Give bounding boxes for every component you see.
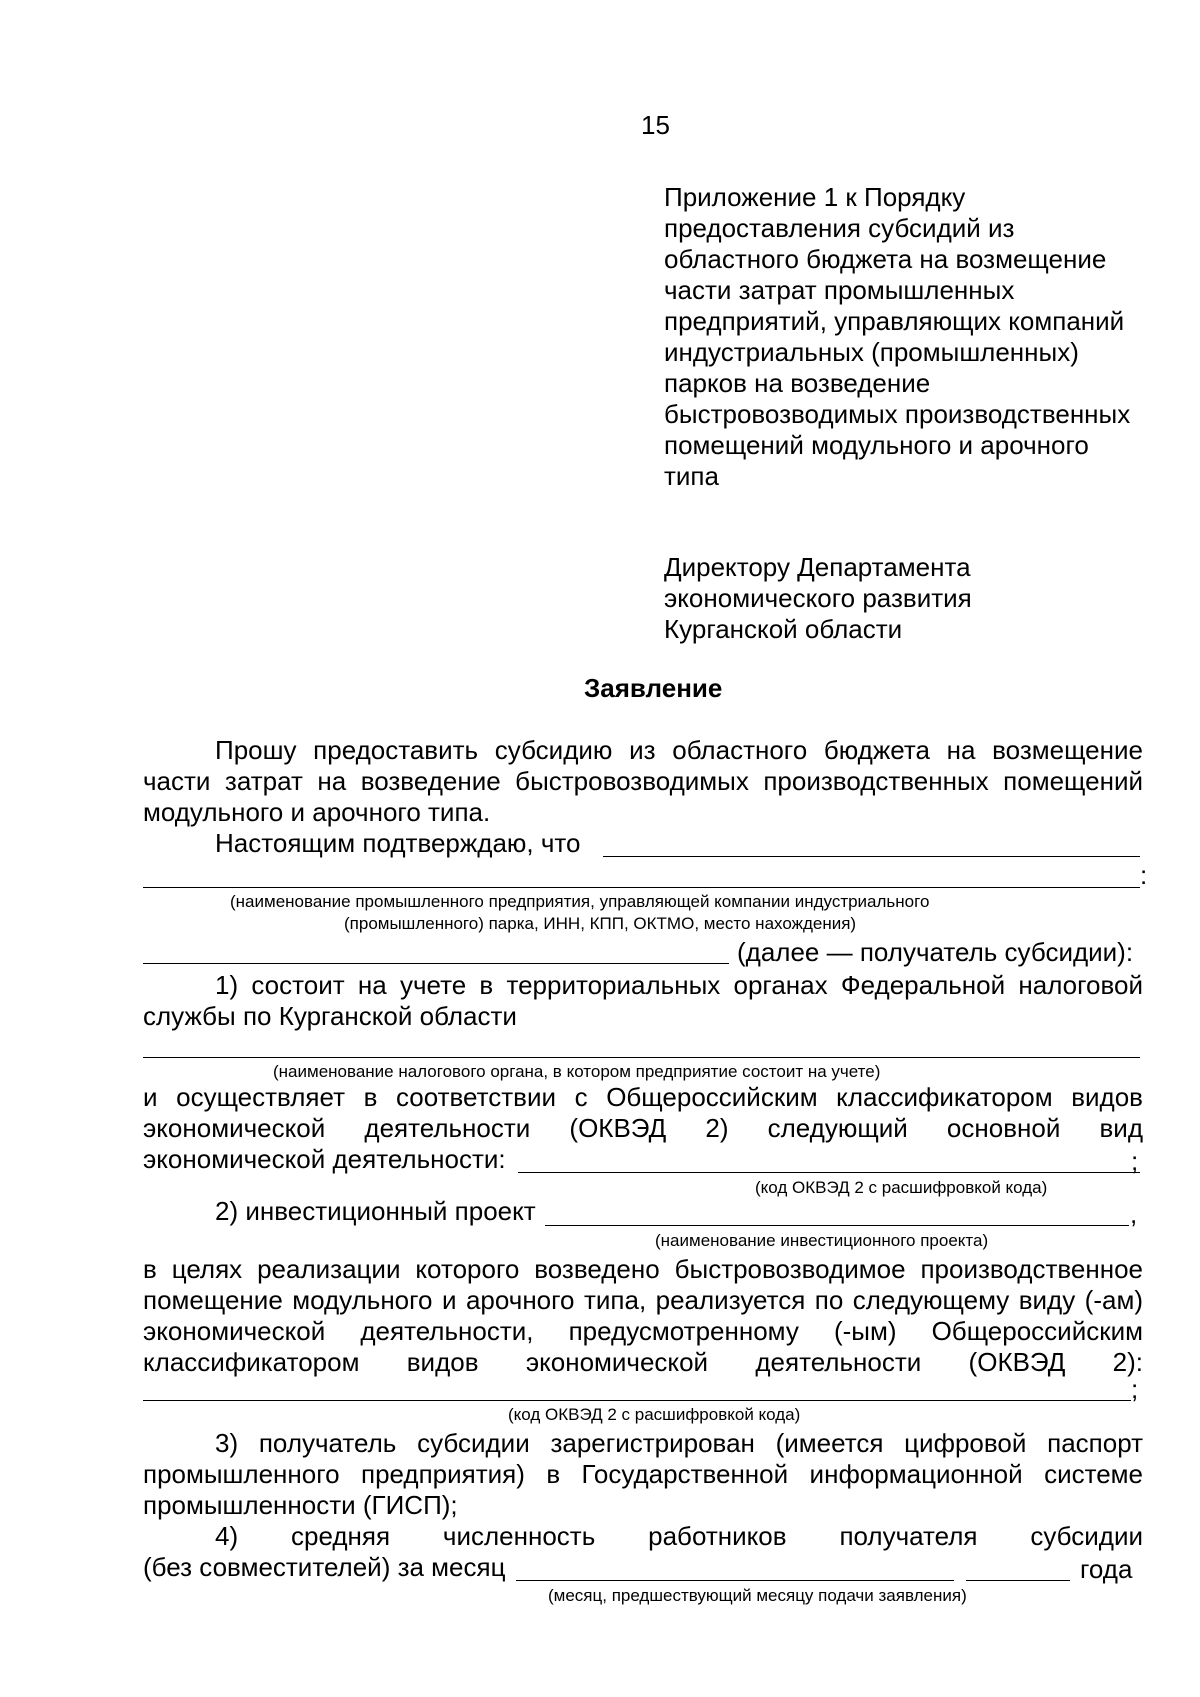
addressee-line: Директору Департамента	[664, 552, 971, 582]
item2-line: помещение модульного и арочного типа, реализуется по следующему виду (-ам)	[143, 1285, 1143, 1315]
appendix-line: индустриальных (промышленных)	[664, 337, 1079, 367]
semicolon-mark: ;	[1131, 1374, 1139, 1404]
item4-line: 4) средняя численность работников получателя субсидии	[215, 1521, 1143, 1551]
request-line: части затрат на возведение быстровозводимых производственных помещений	[143, 766, 1143, 796]
request-line: Прошу предоставить субсидию из областного бюджета на возмещение	[215, 735, 1143, 765]
company-name-field[interactable]	[603, 856, 1140, 857]
recipient-text: (далее — получатель субсидии):	[737, 937, 1134, 967]
year-field[interactable]	[966, 1580, 1070, 1581]
item3-line: промышленного предприятия) в Государственной информационной системе	[143, 1459, 1143, 1489]
item2-text: 2) инвестиционный проект	[215, 1196, 536, 1226]
okved-activity-field[interactable]	[143, 1400, 1131, 1401]
appendix-line: предприятий, управляющих компаний	[664, 306, 1125, 336]
item4-line: (без совместителей) за месяц	[143, 1552, 506, 1582]
tax-authority-field[interactable]	[143, 1057, 1140, 1058]
okved-line: экономической деятельности (ОКВЭД 2) следующий основной вид	[143, 1113, 1143, 1143]
item1-line: службы по Курганской области	[143, 1001, 517, 1031]
caption-tax: (наименование налогового органа, в котором предприятие состоит на учете)	[273, 1062, 881, 1081]
year-text: года	[1080, 1554, 1133, 1584]
month-field[interactable]	[516, 1580, 954, 1581]
item2-line: классификатором видов экономической деятельности (ОКВЭД 2):	[143, 1347, 1143, 1377]
colon-mark: :	[1140, 860, 1148, 890]
item2-line: в целях реализации которого возведено быстровозводимое производственное	[143, 1254, 1143, 1284]
document-title: Заявление	[584, 673, 723, 703]
addressee-line: экономического развития	[664, 583, 972, 613]
item3-line: промышленности (ГИСП);	[143, 1490, 458, 1520]
appendix-line: помещений модульного и арочного	[664, 430, 1089, 460]
comma-mark: ,	[1130, 1199, 1138, 1229]
appendix-line: типа	[664, 461, 719, 491]
appendix-line: Приложение 1 к Порядку	[664, 182, 966, 212]
okved-line: и осуществляет в соответствии с Общероссийским классификатором видов	[143, 1082, 1143, 1112]
okved-code-field[interactable]	[518, 1172, 1140, 1173]
request-line: модульного и арочного типа.	[143, 797, 491, 827]
item2-line: экономической деятельности, предусмотренному (-ым) Общероссийским	[143, 1316, 1143, 1346]
semicolon-mark: ;	[1131, 1146, 1139, 1176]
company-details-field[interactable]	[143, 963, 729, 964]
appendix-line: парков на возведение	[664, 368, 931, 398]
item3-line: 3) получатель субсидии зарегистрирован (имеется цифровой паспорт	[215, 1428, 1143, 1458]
appendix-line: предоставления субсидий из	[664, 213, 1015, 243]
okved-line: экономической деятельности:	[143, 1144, 506, 1174]
caption-okved2: (код ОКВЭД 2 с расшифровкой кода)	[508, 1405, 801, 1424]
caption-month: (месяц, предшествующий месяцу подачи заявления)	[548, 1586, 967, 1605]
company-name-field-line2[interactable]	[143, 887, 1140, 888]
confirm-text: Настоящим подтверждаю, что	[215, 828, 581, 858]
caption-okved: (код ОКВЭД 2 с расшифровкой кода)	[755, 1178, 1048, 1197]
caption-company: (наименование промышленного предприятия, управляющей компании индустриального	[230, 892, 930, 911]
caption-company: (промышленного) парка, ИНН, КПП, ОКТМО, место нахождения)	[344, 914, 857, 933]
addressee-line: Курганской области	[664, 614, 903, 644]
caption-project: (наименование инвестиционного проекта)	[655, 1231, 989, 1250]
appendix-line: областного бюджета на возмещение	[664, 244, 1107, 274]
appendix-line: части затрат промышленных	[664, 275, 1015, 305]
page-number: 15	[641, 110, 670, 140]
project-name-field[interactable]	[545, 1225, 1129, 1226]
item1-line: 1) состоит на учете в территориальных органах Федеральной налоговой	[215, 970, 1143, 1000]
appendix-line: быстровозводимых производственных	[664, 399, 1131, 429]
